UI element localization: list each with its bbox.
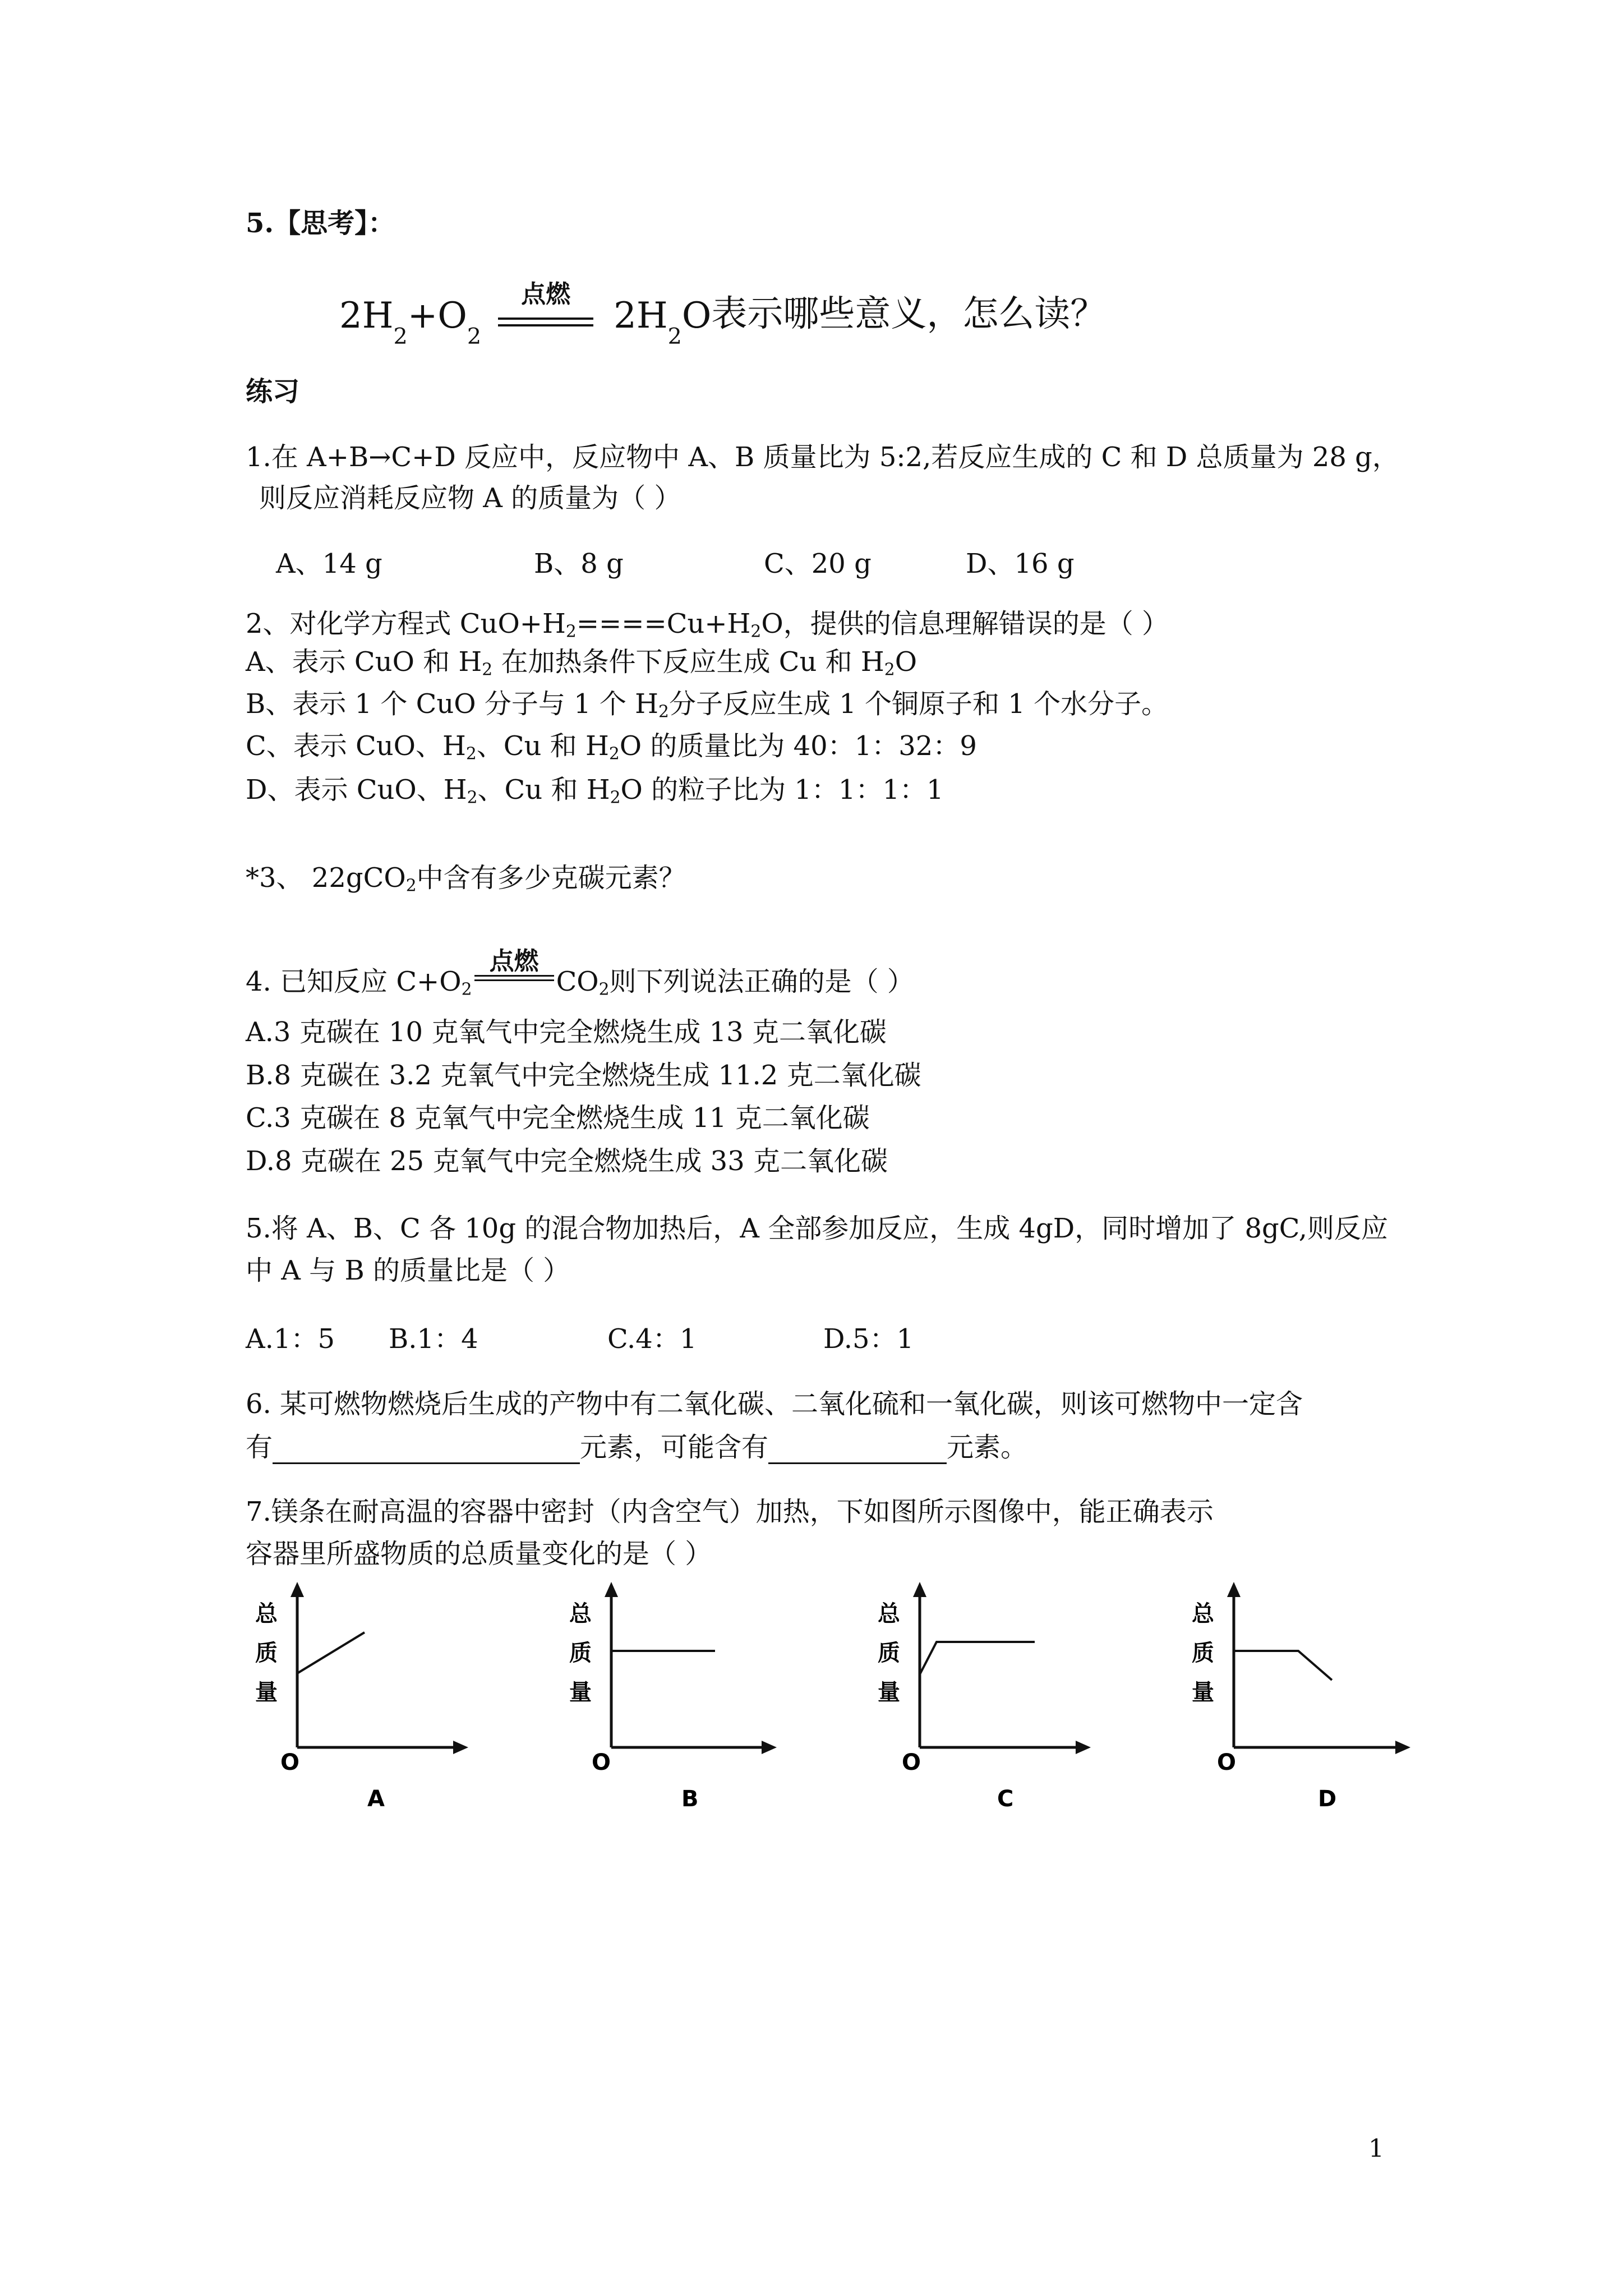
q2-option-d	[246, 773, 944, 807]
text: CO	[556, 966, 599, 997]
graph-c-svg	[869, 1579, 1105, 1815]
q1-line1: 1.在 A+B→C+D 反应中，反应物中 A、B 质量比为 5:2,若反应生成的 C 和 D 总质量为 28 g，	[246, 441, 1399, 473]
q1-option-b: B、8 g	[534, 548, 624, 579]
mass-curve	[1234, 1651, 1332, 1680]
sub: 2	[610, 788, 621, 808]
text: C、表示 CuO、H	[246, 730, 466, 762]
mass-curve	[297, 1632, 365, 1673]
reaction-condition	[498, 280, 593, 337]
q5-option-a: A.1：5	[246, 1323, 335, 1355]
sub: 2	[465, 744, 477, 764]
text: 元素。	[947, 1432, 1028, 1463]
ylabel-char: 量	[878, 1680, 900, 1705]
eq-text: O	[681, 295, 712, 337]
page-number: 1	[1368, 2134, 1384, 2163]
origin-label: O	[902, 1750, 921, 1775]
graph-d	[1183, 1579, 1419, 1815]
q4-stem	[246, 947, 914, 1000]
q7-line2: 容器里所盛物质的总质量变化的是（ ）	[246, 1538, 712, 1570]
mass-curve	[920, 1642, 1035, 1674]
text: 分子反应生成 1 个铜原子和 1 个水分子。	[668, 688, 1169, 720]
text: 在加热条件下反应生成 Cu 和 H	[492, 646, 884, 678]
sub: 2	[884, 660, 895, 680]
ylabel-char: 质	[255, 1640, 278, 1666]
eq-text: 2H	[614, 295, 668, 337]
q4-option-d: D.8 克碳在 25 克氧气中完全燃烧生成 33 克二氧化碳	[246, 1145, 888, 1177]
q5-option-b: B.1：4	[389, 1323, 478, 1355]
text: *3、 22gCO	[246, 862, 406, 894]
ylabel-char: 总	[569, 1601, 592, 1627]
text: A、表示 CuO 和 H	[246, 646, 482, 678]
q2-option-b	[246, 687, 1168, 721]
q2-option-c	[246, 729, 977, 763]
text: O 的粒子比为 1：1：1：1	[620, 774, 944, 806]
origin-label: O	[592, 1750, 611, 1775]
sub: 2	[405, 876, 417, 896]
text: ====Cu+H	[576, 608, 751, 639]
graph-b-svg	[561, 1579, 796, 1815]
text: 、Cu 和 H	[477, 774, 610, 806]
text: 2、对化学方程式 CuO+H	[246, 608, 566, 639]
eq-question: 表示哪些意义，怎么读？	[711, 293, 1106, 335]
graph-d-svg	[1183, 1579, 1419, 1815]
graph-b	[561, 1579, 796, 1815]
q7-line1: 7.镁条在耐高温的容器中密封（内含空气）加热，下如图所示图像中，能正确表示	[246, 1496, 1214, 1527]
text: O，提供的信息理解错误的是（ ）	[761, 608, 1169, 639]
answer-blank-2[interactable]	[768, 1433, 947, 1464]
q4-option-a: A.3 克碳在 10 克氧气中完全燃烧生成 13 克二氧化碳	[246, 1016, 887, 1048]
graph-c	[869, 1579, 1105, 1815]
sub: 2	[608, 744, 620, 764]
eq-text: +O	[407, 295, 467, 337]
origin-label: O	[280, 1750, 300, 1775]
text: 则下列说法正确的是（ ）	[609, 966, 914, 997]
text: O 的质量比为 40：1：32：9	[619, 730, 977, 762]
ylabel-char: 量	[569, 1680, 592, 1705]
text: D、表示 CuO、H	[246, 774, 467, 806]
ylabel-char: 量	[255, 1680, 278, 1705]
q5-line2: 中 A 与 B 的质量比是（ ）	[246, 1255, 570, 1286]
water-equation: 2H 2 +O 2 点燃 2H 2 O 表示哪些意义，怎么读？	[339, 280, 1106, 349]
text: 中含有多少克碳元素？	[416, 862, 686, 894]
text: 有	[246, 1432, 273, 1463]
eq-text: 2H	[339, 295, 394, 337]
ylabel-char: 质	[569, 1640, 592, 1666]
ylabel-char: 总	[1192, 1601, 1214, 1627]
condition-label: 点燃	[489, 947, 539, 976]
q3-text	[246, 861, 686, 895]
q5-option-d: D.5：1	[823, 1323, 914, 1355]
ylabel-char: 质	[1192, 1640, 1214, 1666]
sub: 2	[482, 660, 493, 680]
text: 、Cu 和 H	[476, 730, 609, 762]
sub: 2	[467, 788, 478, 808]
q1-option-c: C、20 g	[764, 548, 872, 579]
text: O	[895, 646, 917, 678]
ylabel-char: 量	[1192, 1680, 1214, 1705]
q4-option-b: B.8 克碳在 3.2 克氧气中完全燃烧生成 11.2 克二氧化碳	[246, 1060, 921, 1091]
answer-blank-1[interactable]	[273, 1433, 580, 1464]
text: 元素，可能含有	[580, 1432, 769, 1463]
graph-label: B	[681, 1786, 699, 1812]
q5-option-c: C.4：1	[607, 1323, 697, 1355]
q5-line1: 5.将 A、B、C 各 10g 的混合物加热后，A 全部参加反应，生成 4gD，同时增加了 8gC,则反应	[246, 1213, 1389, 1244]
sub: 2	[750, 622, 762, 642]
ylabel-char: 总	[878, 1601, 900, 1627]
graph-label: A	[367, 1786, 385, 1812]
reaction-condition	[472, 947, 556, 999]
origin-label: O	[1217, 1750, 1237, 1775]
q6-line1: 6. 某可燃物燃烧后生成的产物中有二氧化碳、二氧化硫和一氧化碳，则该可燃物中一定含	[246, 1388, 1303, 1420]
graph-a-svg	[247, 1579, 482, 1815]
think-heading: 5.【思考】：	[246, 208, 395, 239]
sub: 2	[658, 702, 669, 722]
text: B、表示 1 个 CuO 分子与 1 个 H	[246, 688, 659, 720]
q4-option-c: C.3 克碳在 8 克氧气中完全燃烧生成 11 克二氧化碳	[246, 1102, 870, 1134]
graph-label: C	[997, 1786, 1014, 1812]
text: 4. 已知反应 C+O	[246, 966, 462, 997]
sub: 2	[598, 979, 610, 1000]
q2-option-a	[246, 645, 917, 679]
q1-line2: 则反应消耗反应物 A 的质量为（ ）	[259, 482, 681, 514]
ylabel-char: 质	[878, 1640, 900, 1666]
ylabel-char: 总	[255, 1601, 278, 1627]
q2-stem	[246, 607, 1169, 641]
sub: 2	[565, 622, 577, 642]
q1-option-d: D、16 g	[966, 548, 1075, 579]
graph-a	[247, 1579, 482, 1815]
sub: 2	[461, 979, 472, 1000]
q6-line2	[246, 1430, 1027, 1464]
graph-label: D	[1318, 1786, 1337, 1812]
q1-option-a: A、14 g	[276, 548, 382, 579]
condition-label: 点燃	[521, 280, 571, 309]
practice-heading: 练习	[246, 376, 300, 407]
